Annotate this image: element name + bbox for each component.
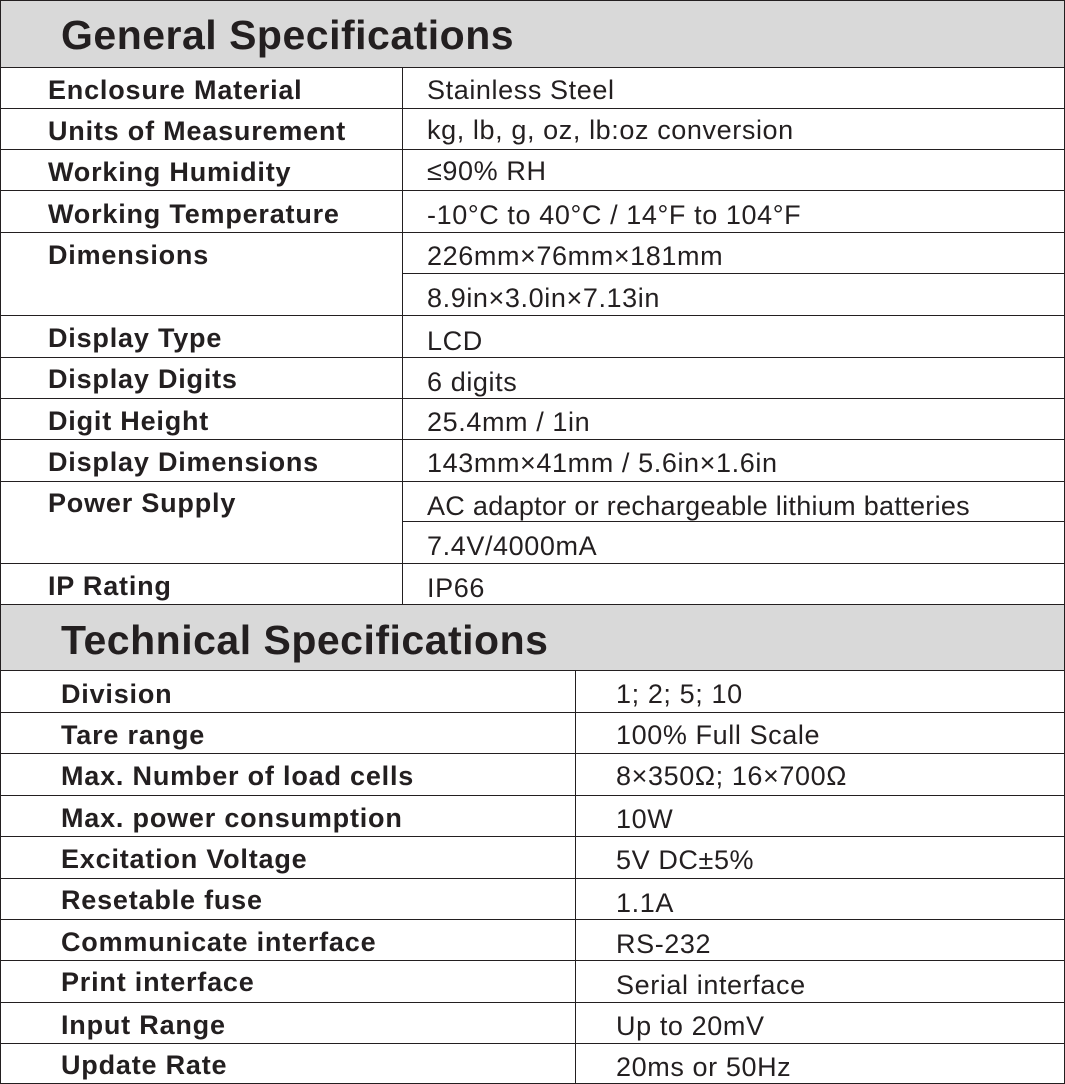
spec-value: 20ms or 50Hz bbox=[616, 1052, 792, 1082]
spec-label: Dimensions bbox=[48, 240, 210, 270]
spec-label: Display Digits bbox=[48, 364, 238, 394]
spec-label: Tare range bbox=[61, 720, 206, 750]
row-divider bbox=[1, 919, 1064, 920]
spec-value: Up to 20mV bbox=[616, 1011, 765, 1041]
row-divider bbox=[1, 1043, 1064, 1044]
row-divider bbox=[1, 315, 1064, 316]
spec-label: Division bbox=[61, 679, 173, 709]
row-divider bbox=[1, 960, 1064, 961]
row-divider bbox=[1, 481, 1064, 482]
spec-label: Max. power consumption bbox=[61, 803, 403, 833]
spec-value: LCD bbox=[427, 326, 483, 356]
spec-value: 6 digits bbox=[427, 367, 518, 397]
row-divider bbox=[1, 795, 1064, 796]
spec-value: kg, lb, g, oz, lb:oz conversion bbox=[427, 115, 794, 145]
spec-value: Serial interface bbox=[616, 970, 806, 1000]
spec-value: 7.4V/4000mA bbox=[427, 531, 598, 561]
spec-value: -10°C to 40°C / 14°F to 104°F bbox=[427, 200, 802, 230]
spec-label: Working Temperature bbox=[48, 199, 340, 229]
spec-value: 8.9in×3.0in×7.13in bbox=[427, 283, 660, 313]
spec-label: Enclosure Material bbox=[48, 75, 303, 105]
spec-label: Power Supply bbox=[48, 488, 237, 518]
spec-value: 25.4mm / 1in bbox=[427, 407, 591, 437]
spec-value: 8×350Ω; 16×700Ω bbox=[616, 761, 848, 791]
spec-value: ≤90% RH bbox=[427, 156, 547, 186]
spec-value: 1; 2; 5; 10 bbox=[616, 679, 743, 709]
spec-label: Units of Measurement bbox=[48, 116, 347, 146]
spec-value: 5V DC±5% bbox=[616, 845, 755, 875]
general-section-header bbox=[1, 1, 1064, 68]
row-divider bbox=[1, 836, 1064, 837]
technical-column-divider bbox=[575, 671, 576, 1083]
sub-row-divider bbox=[402, 521, 1064, 522]
row-divider bbox=[1, 878, 1064, 879]
spec-label: Display Type bbox=[48, 323, 223, 353]
spec-label: Print interface bbox=[61, 967, 255, 997]
row-divider bbox=[1, 190, 1064, 191]
row-divider bbox=[1, 232, 1064, 233]
row-divider bbox=[1, 439, 1064, 440]
spec-value: 226mm×76mm×181mm bbox=[427, 241, 724, 271]
spec-label: Digit Height bbox=[48, 406, 210, 436]
row-divider bbox=[1, 563, 1064, 564]
row-divider bbox=[1, 108, 1064, 109]
technical-section-title: Technical Specifications bbox=[61, 617, 549, 663]
technical-section-header bbox=[1, 604, 1064, 671]
general-section-title: General Specifications bbox=[61, 12, 515, 58]
spec-value: Stainless Steel bbox=[427, 75, 615, 105]
spec-label: IP Rating bbox=[48, 571, 172, 601]
row-divider bbox=[1, 753, 1064, 754]
spec-value: IP66 bbox=[427, 573, 485, 603]
spec-label: Display Dimensions bbox=[48, 447, 319, 477]
row-divider bbox=[1, 712, 1064, 713]
spec-label: Resetable fuse bbox=[61, 885, 263, 915]
row-divider bbox=[1, 1002, 1064, 1003]
spec-label: Communicate interface bbox=[61, 927, 377, 957]
spec-value: AC adaptor or rechargeable lithium batteries bbox=[427, 491, 970, 521]
spec-value: 10W bbox=[616, 804, 674, 834]
spec-label: Working Humidity bbox=[48, 157, 292, 187]
spec-label: Update Rate bbox=[61, 1050, 228, 1080]
spec-label: Input Range bbox=[61, 1010, 226, 1040]
row-divider bbox=[1, 357, 1064, 358]
sub-row-divider bbox=[402, 273, 1064, 274]
row-divider bbox=[1, 149, 1064, 150]
spec-label: Excitation Voltage bbox=[61, 844, 308, 874]
spec-value: 143mm×41mm / 5.6in×1.6in bbox=[427, 448, 778, 478]
spec-value: 100% Full Scale bbox=[616, 720, 821, 750]
row-divider bbox=[1, 398, 1064, 399]
spec-value: RS-232 bbox=[616, 929, 712, 959]
spec-value: 1.1A bbox=[616, 888, 674, 918]
spec-label: Max. Number of load cells bbox=[61, 761, 415, 791]
